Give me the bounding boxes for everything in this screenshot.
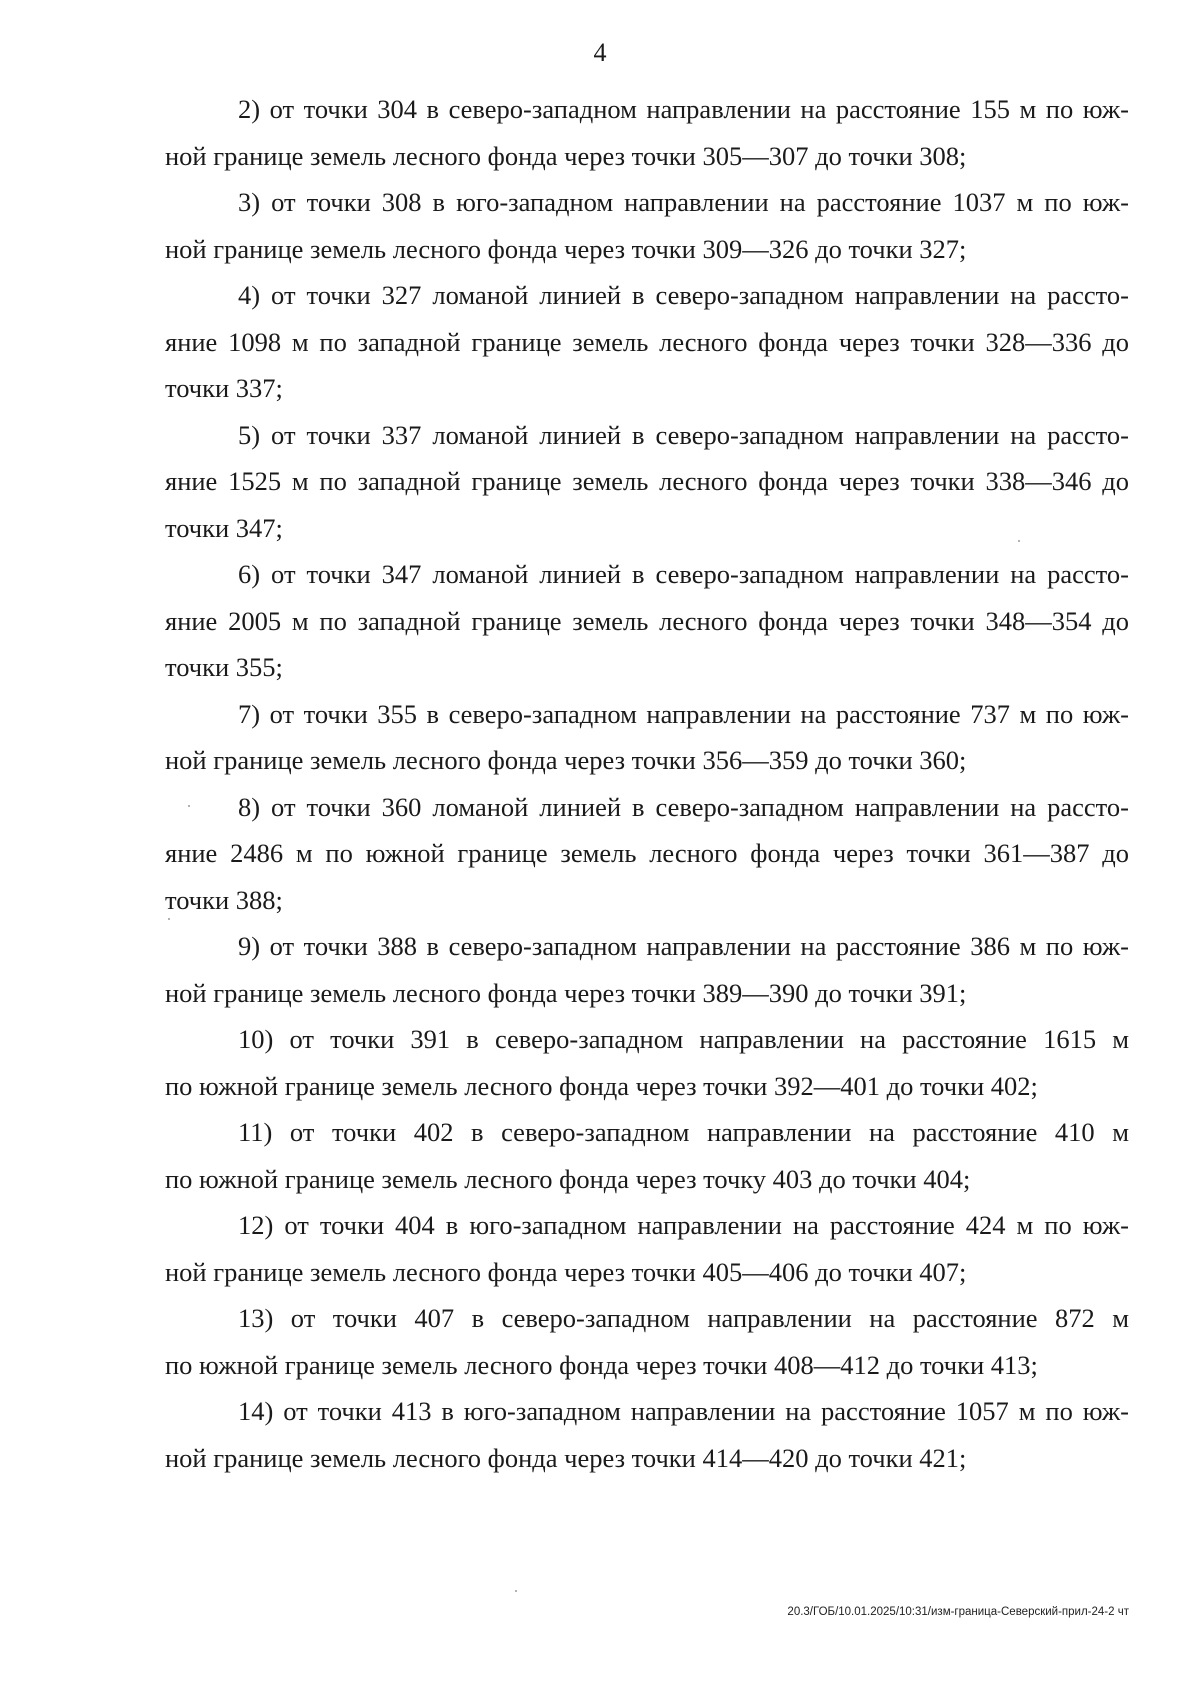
paragraph-line: точки 388; bbox=[165, 884, 283, 915]
paragraph-line: по южной границе земель лесного фонда через точки 408—412 до точки 413; bbox=[165, 1349, 1038, 1380]
paragraph-item-4 bbox=[165, 272, 1129, 412]
paragraph-item-7 bbox=[165, 691, 1129, 784]
paragraph-line: 8) от точки 360 ломаной линией в северо-западном направлении на рассто- bbox=[238, 791, 1129, 822]
paragraph-line: ной границе земель лесного фонда через точки 356—359 до точки 360; bbox=[165, 745, 967, 775]
paragraph-line: 7) от точки 355 в северо-западном направлении на расстояние 737 м по юж- bbox=[238, 698, 1129, 729]
document-footer-code: 20.3/ГОБ/10.01.2025/10:31/изм-граница-Северский-прил-24-2 чт bbox=[787, 1606, 1129, 1618]
paragraph-line: ной границе земель лесного фонда через точки 309—326 до точки 327; bbox=[165, 233, 967, 264]
paragraph-line: 13) от точки 407 в северо-западном направлении на расстояние 872 м bbox=[238, 1303, 1129, 1333]
paragraph-line: точки 355; bbox=[165, 652, 283, 682]
paragraph-item-6 bbox=[165, 551, 1129, 691]
scan-speck bbox=[515, 1590, 517, 1592]
paragraph-item-11 bbox=[165, 1109, 1129, 1202]
paragraph-line: точки 347; bbox=[165, 512, 283, 543]
paragraph-line: яние 2486 м по южной границе земель лесного фонда через точки 361—387 до bbox=[165, 838, 1129, 868]
scan-speck bbox=[188, 805, 190, 807]
paragraph-line: по южной границе земель лесного фонда через точку 403 до точки 404; bbox=[165, 1163, 971, 1194]
paragraph-line: 12) от точки 404 в юго-западном направлении на расстояние 424 м по юж- bbox=[238, 1210, 1129, 1240]
paragraph-line: 11) от точки 402 в северо-западном направлении на расстояние 410 м bbox=[238, 1117, 1129, 1147]
paragraph-item-10 bbox=[165, 1016, 1129, 1109]
paragraph-line: 4) от точки 327 ломаной линией в северо-западном направлении на рассто- bbox=[238, 280, 1129, 310]
paragraph-line: ной границе земель лесного фонда через точки 389—390 до точки 391; bbox=[165, 977, 967, 1008]
scan-speck bbox=[168, 918, 170, 920]
paragraph-item-13 bbox=[165, 1295, 1129, 1388]
paragraph-line: точки 337; bbox=[165, 373, 283, 403]
paragraph-line: 9) от точки 388 в северо-западном направлении на расстояние 386 м по юж- bbox=[238, 931, 1129, 961]
paragraph-line: 10) от точки 391 в северо-западном направлении на расстояние 1615 м bbox=[238, 1024, 1129, 1054]
paragraph-item-12 bbox=[165, 1202, 1129, 1295]
document-body bbox=[165, 86, 1129, 1481]
paragraph-line: яние 1525 м по западной границе земель лесного фонда через точки 338—346 до bbox=[165, 466, 1129, 496]
paragraph-item-14 bbox=[165, 1388, 1129, 1481]
paragraph-line: по южной границе земель лесного фонда через точки 392—401 до точки 402; bbox=[165, 1070, 1038, 1101]
paragraph-item-2 bbox=[165, 86, 1129, 179]
paragraph-line: 6) от точки 347 ломаной линией в северо-западном направлении на рассто- bbox=[238, 559, 1129, 589]
paragraph-line: ной границе земель лесного фонда через точки 405—406 до точки 407; bbox=[165, 1256, 967, 1287]
paragraph-line: 3) от точки 308 в юго-западном направлении на расстояние 1037 м по юж- bbox=[238, 187, 1129, 217]
paragraph-line: яние 2005 м по западной границе земель лесного фонда через точки 348—354 до bbox=[165, 605, 1129, 636]
paragraph-item-5 bbox=[165, 412, 1129, 552]
paragraph-line: 5) от точки 337 ломаной линией в северо-западном направлении на рассто- bbox=[238, 419, 1129, 450]
paragraph-item-3 bbox=[165, 179, 1129, 272]
page-number: 4 bbox=[593, 38, 607, 67]
paragraph-line: яние 1098 м по западной границе земель лесного фонда через точки 328—336 до bbox=[165, 326, 1129, 357]
paragraph-line: ной границе земель лесного фонда через точки 414—420 до точки 421; bbox=[165, 1442, 967, 1473]
scan-speck bbox=[1018, 540, 1020, 542]
paragraph-line: 2) от точки 304 в северо-западном направлении на расстояние 155 м по юж- bbox=[238, 94, 1129, 124]
paragraph-item-9 bbox=[165, 923, 1129, 1016]
paragraph-item-8 bbox=[165, 784, 1129, 924]
paragraph-line: ной границе земель лесного фонда через точки 305—307 до точки 308; bbox=[165, 140, 967, 171]
paragraph-line: 14) от точки 413 в юго-западном направлении на расстояние 1057 м по юж- bbox=[238, 1396, 1129, 1426]
